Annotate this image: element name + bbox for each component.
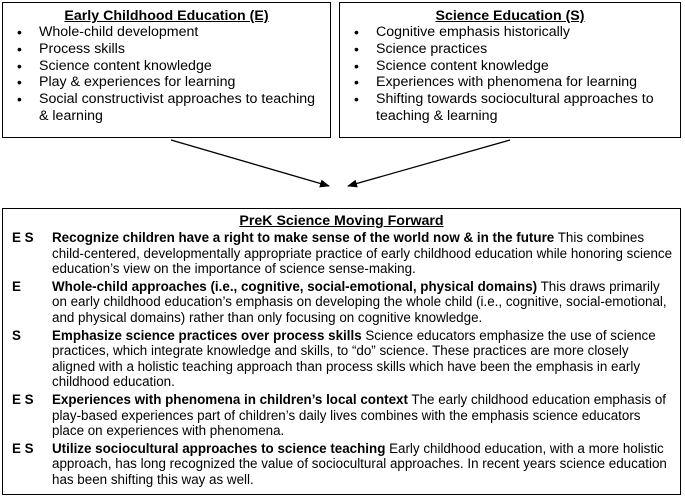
science-item: • Cognitive emphasis historically [340,24,680,41]
entry-heading: Experiences with phenomena in children’s local context [52,391,408,407]
ece-item: • Science content knowledge [3,58,330,75]
entry-tag: E S [12,391,34,407]
ece-title: Early Childhood Education (E) [64,8,269,24]
prek-title: PreK Science Moving Forward [239,213,444,229]
arrow-ece-to-prek [171,140,329,186]
entry-body: Early childhood education, with a more holistic approach, has long recognized the value of sociocultural approaches. In recent years science education has been shifting this way as well. [52,440,667,487]
prek-entry [3,328,680,390]
entry-body: This draws primarily on early childhood education’s emphasis on developing the whole child (i.e., cognitive, social-emotional, and physical domains) rather than only focusing on cognitive knowledge. [52,278,667,325]
arrow-science-to-prek [348,140,510,186]
entry-heading: Utilize sociocultural approaches to science teaching [52,440,386,456]
entry-heading: Recognize children have a right to make sense of the world now & in the future [52,230,555,245]
prek-box [2,208,681,495]
science-box [339,2,681,138]
ece-item: • Play & experiences for learning [3,74,330,91]
ece-item: • Social constructivist approaches to teaching & learning [3,91,330,125]
entry-tag: S [12,327,21,343]
prek-entry [3,441,680,488]
entry-tag: E [12,278,21,294]
entry-body: The early childhood education emphasis of play-based experiences part of children’s daily lives combines with the emphasis science educators place on experiences with phenomena. [52,391,666,439]
science-item: • Science practices [340,41,680,58]
science-title: Science Education (S) [435,8,585,24]
prek-entries [3,230,680,488]
ece-item: • Process skills [3,41,330,58]
entry-body: Science educators emphasize the use of science practices, which integrate knowledge and skills, to “do” science. These practices are more closely aligned with a holistic teaching approach than process skills which have been the emphasis in early childhood education. [52,327,656,390]
entry-heading: Emphasize science practices over process skills [52,327,362,343]
science-list [340,24,680,125]
entry-body: This combines child-centered, developmentally appropriate practice of early childhood education while honoring science education’s view on the importance of science sense-making. [52,230,673,277]
ece-box [2,2,331,138]
science-item: • Shifting towards sociocultural approaches to teaching & learning [340,91,680,125]
prek-entry [3,279,680,326]
science-item: • Science content knowledge [340,58,680,75]
prek-entry [3,230,680,277]
science-item: • Experiences with phenomena for learning [340,74,680,91]
prek-entry [3,392,680,439]
entry-heading: Whole-child approaches (i.e., cognitive, social-emotional, physical domains) [52,278,538,294]
ece-list [3,24,330,125]
entry-tag: E S [12,230,34,245]
entry-tag: E S [12,440,34,456]
ece-item: • Whole-child development [3,24,330,41]
